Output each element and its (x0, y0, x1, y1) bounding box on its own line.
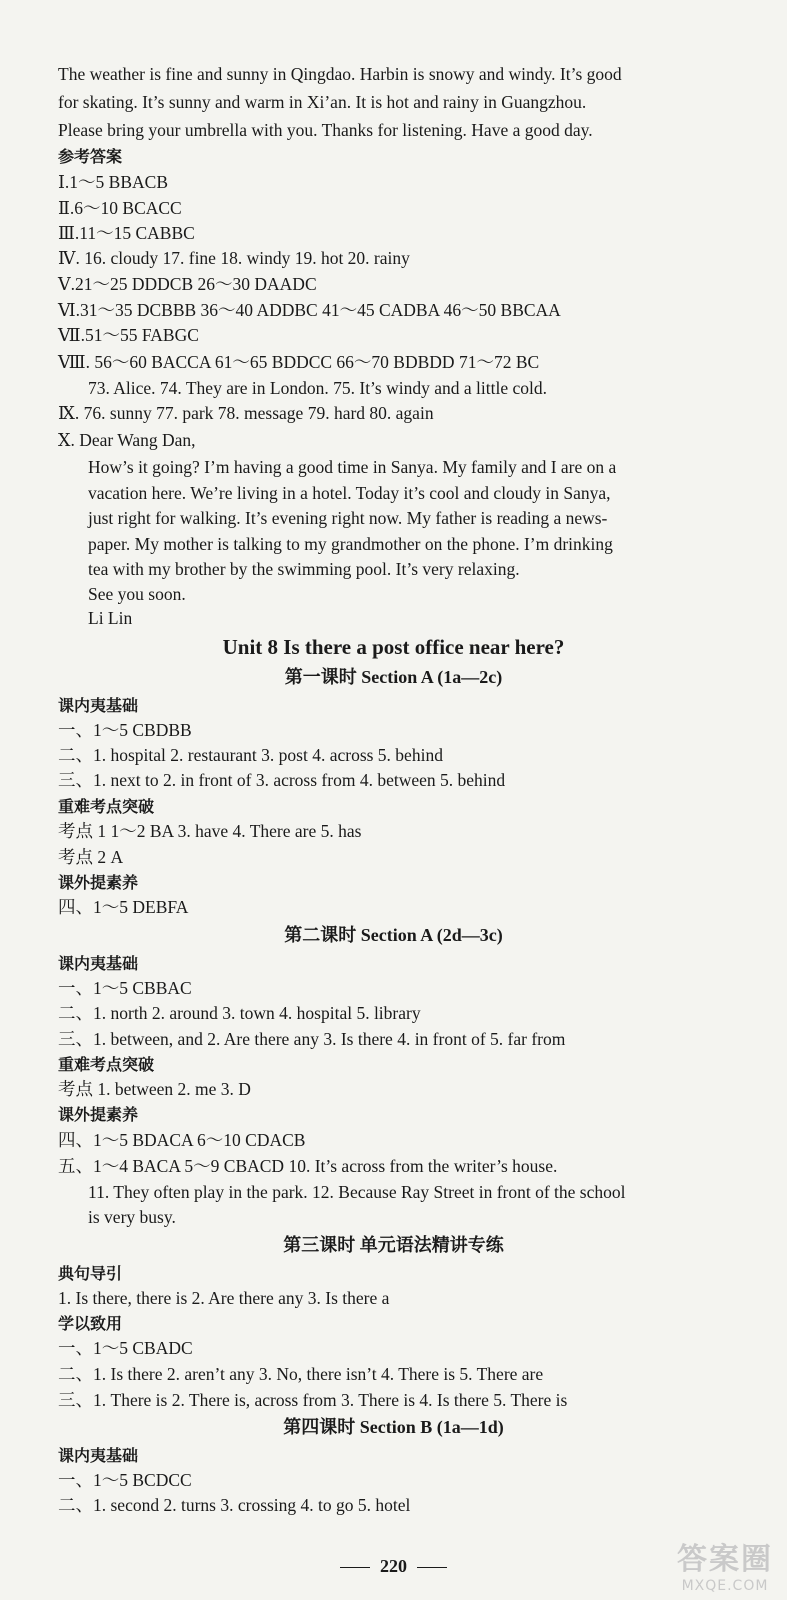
letter-line: vacation here. We’re living in a hotel. Today it’s cool and cloudy in Sanya, (88, 483, 611, 503)
page-number-dash-right (417, 1567, 447, 1568)
letter-line: See you soon. (88, 584, 186, 604)
answer-line: Ⅲ.11～15 CABBC (58, 223, 195, 243)
answer-line: 11. They often play in the park. 12. Because Ray Street in front of the school (88, 1182, 626, 1202)
section-heading: 课内夷基础 (58, 696, 139, 715)
answer-line: 四、1～5 BDACA 6～10 CDACB (58, 1130, 306, 1150)
passage-line: Please bring your umbrella with you. Thanks for listening. Have a good day. (58, 120, 593, 140)
page-number-value: 220 (380, 1556, 407, 1576)
lesson-title: 第一课时 Section A (1a—2c) (284, 667, 503, 687)
answer-line: 1. Is there, there is 2. Are there any 3. Is there a (58, 1288, 390, 1308)
answer-line: Ⅸ. 76. sunny 77. park 78. message 79. hard 80. again (58, 403, 434, 423)
lesson-title: 第三课时 单元语法精讲专练 (283, 1235, 504, 1255)
answer-line: 考点 2 A (58, 847, 124, 867)
letter-line: How’s it going? I’m having a good time in Sanya. My family and I are on a (88, 457, 617, 477)
answer-line: 二、1. Is there 2. aren’t any 3. No, there isn’t 4. There is 5. There are (58, 1364, 544, 1384)
answer-line: Ⅱ.6～10 BCACC (58, 198, 182, 218)
unit-title: Unit 8 Is there a post office near here? (222, 635, 565, 659)
answer-line: 73. Alice. 74. They are in London. 75. It’s windy and a little cold. (88, 378, 547, 398)
lesson-title: 第四课时 Section B (1a—1d) (283, 1417, 504, 1437)
letter-line: just right for walking. It’s evening right now. My father is reading a news- (88, 508, 608, 528)
answer-line: 四、1～5 DEBFA (58, 897, 189, 917)
reference-answers-heading: 参考答案 (58, 147, 123, 166)
answer-line: Ⅰ.1～5 BBACB (58, 172, 168, 192)
answer-line: 二、1. second 2. turns 3. crossing 4. to go 5. hotel (58, 1495, 411, 1515)
answer-line: 考点 1 1～2 BA 3. have 4. There are 5. has (58, 821, 362, 841)
page-number-dash-left (340, 1567, 370, 1568)
page-number (0, 1553, 787, 1579)
answer-line: Ⅹ. Dear Wang Dan, (58, 430, 196, 450)
answer-line: 一、1～5 BCDCC (58, 1470, 192, 1490)
letter-line: Li Lin (88, 608, 133, 628)
passage-line: for skating. It’s sunny and warm in Xi’an. It is hot and rainy in Guangzhou. (58, 92, 587, 112)
section-heading: 课内夷基础 (58, 954, 139, 973)
answer-line: 二、1. north 2. around 3. town 4. hospital 5. library (58, 1003, 421, 1023)
passage-line: The weather is fine and sunny in Qingdao. Harbin is snowy and windy. It’s good (58, 64, 622, 84)
answer-line: 一、1～5 CBDBB (58, 720, 192, 740)
answer-line: 五、1～4 BACA 5～9 CBACD 10. It’s across from the writer’s house. (58, 1156, 558, 1176)
answer-line: 三、1. There is 2. There is, across from 3. There is 4. Is there 5. There is (58, 1390, 568, 1410)
watermark (677, 1534, 773, 1594)
answer-line: 考点 1. between 2. me 3. D (58, 1079, 251, 1099)
answer-line: Ⅳ. 16. cloudy 17. fine 18. windy 19. hot 20. rainy (58, 248, 410, 268)
answer-line: Ⅷ. 56～60 BACCA 61～65 BDDCC 66～70 BDBDD 71～72 BC (58, 352, 540, 372)
letter-line: paper. My mother is talking to my grandmother on the phone. I’m drinking (88, 534, 613, 554)
answer-line: is very busy. (88, 1207, 176, 1227)
watermark-url: MXQE.COM (681, 1578, 769, 1594)
lesson-title: 第二课时 Section A (2d—3c) (284, 925, 503, 945)
answer-line: Ⅴ.21～25 DDDCB 26～30 DAADC (58, 274, 317, 294)
answer-line: 三、1. next to 2. in front of 3. across from 4. between 5. behind (58, 770, 506, 790)
watermark-logo: 答案圈 (677, 1542, 773, 1577)
section-heading: 课外提素养 (58, 1105, 139, 1124)
section-heading: 学以致用 (58, 1314, 123, 1333)
answer-line: 二、1. hospital 2. restaurant 3. post 4. across 5. behind (58, 745, 443, 765)
answer-line: 一、1～5 CBBAC (58, 978, 192, 998)
answer-line: Ⅶ.51～55 FABGC (58, 325, 199, 345)
answer-line: 三、1. between, and 2. Are there any 3. Is there 4. in front of 5. far from (58, 1029, 566, 1049)
answer-line: 一、1～5 CBADC (58, 1338, 193, 1358)
answer-line: Ⅵ.31～35 DCBBB 36～40 ADDBC 41～45 CADBA 46～50 BBCAA (58, 300, 561, 320)
section-heading: 重难考点突破 (58, 1055, 155, 1074)
section-heading: 典句导引 (58, 1264, 123, 1283)
section-heading: 重难考点突破 (58, 797, 155, 816)
letter-line: tea with my brother by the swimming pool. It’s very relaxing. (88, 559, 520, 579)
section-heading: 课外提素养 (58, 873, 139, 892)
section-heading: 课内夷基础 (58, 1446, 139, 1465)
